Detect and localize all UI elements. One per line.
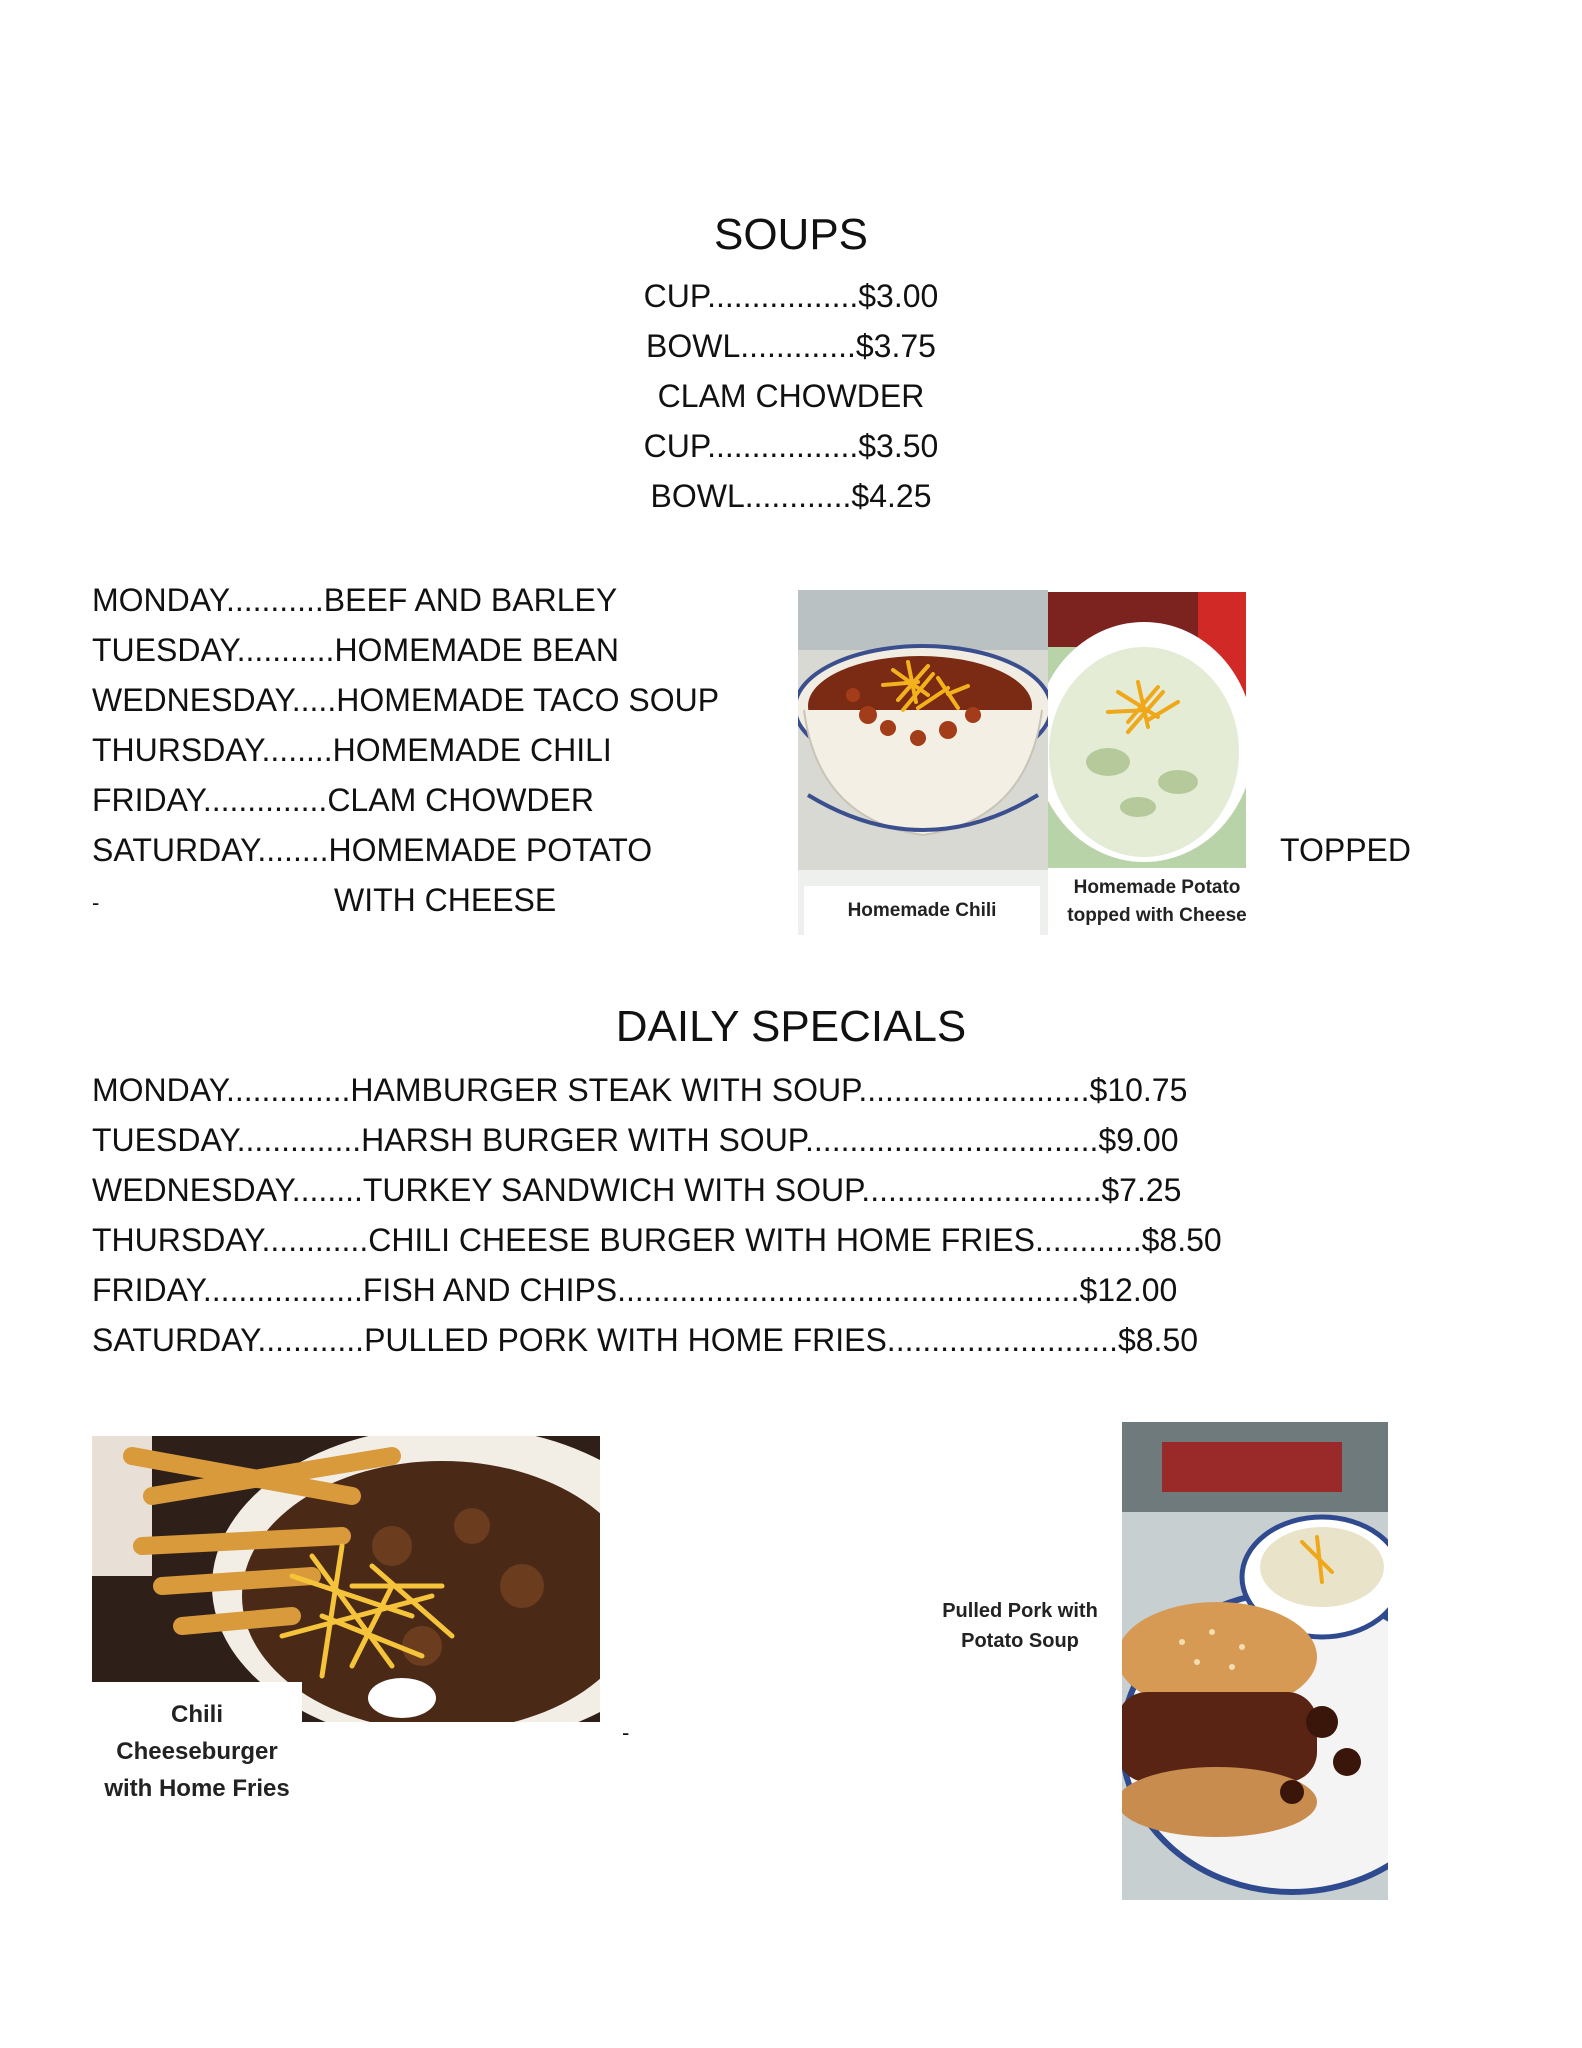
saturday-continuation: WITH CHEESE <box>334 882 557 918</box>
pulled-pork-photo <box>1122 1422 1388 1900</box>
soup-price-line: CUP.................$3.00 <box>643 278 939 314</box>
special-row: MONDAY..............HAMBURGER STEAK WITH SOUP..........................$10.75 <box>92 1072 1188 1108</box>
special-row: FRIDAY..................FISH AND CHIPS....................................................$12.00 <box>92 1272 1178 1308</box>
pulled-pork-illustration <box>1122 1422 1388 1900</box>
soup-day-row: SATURDAY........HOMEMADE POTATO <box>92 832 653 868</box>
chili-cheeseburger-illustration <box>92 1436 600 1722</box>
specials-title: DAILY SPECIALS <box>615 1002 967 1051</box>
special-row: THURSDAY............CHILI CHEESE BURGER WITH HOME FRIES............$8.50 <box>92 1222 1222 1258</box>
dash-marker: - <box>622 1720 630 1745</box>
special-row: SATURDAY............PULLED PORK WITH HOME FRIES..........................$8.50 <box>92 1322 1199 1358</box>
dash-marker: - <box>92 890 100 915</box>
soup-day-row: MONDAY...........BEEF AND BARLEY <box>92 582 618 618</box>
potato-photo <box>1048 592 1246 868</box>
soup-price-line: CLAM CHOWDER <box>657 378 925 414</box>
potato-caption: Homemade Potato topped with Cheese <box>1058 874 1256 930</box>
soup-price-line: BOWL............$4.25 <box>650 478 932 514</box>
soup-price-line: CUP.................$3.50 <box>643 428 939 464</box>
special-row: TUESDAY..............HARSH BURGER WITH SOUP.................................$9.00 <box>92 1122 1179 1158</box>
soup-day-row: FRIDAY..............CLAM CHOWDER <box>92 782 594 818</box>
chili-cheeseburger-caption: Chili Cheeseburger with Home Fries <box>92 1682 302 1826</box>
saturday-topped: TOPPED <box>1280 832 1411 868</box>
soup-day-row: TUESDAY...........HOMEMADE BEAN <box>92 632 619 668</box>
chili-cheeseburger-photo <box>92 1436 600 1722</box>
chili-photo <box>798 590 1048 935</box>
chili-caption: Homemade Chili <box>804 886 1040 935</box>
pulled-pork-caption: Pulled Pork with Potato Soup <box>942 1600 1098 1652</box>
potato-illustration <box>1048 592 1246 868</box>
soup-day-row: THURSDAY........HOMEMADE CHILI <box>92 732 612 768</box>
soup-price-line: BOWL.............$3.75 <box>646 328 936 364</box>
chili-illustration <box>798 590 1048 935</box>
soups-title: SOUPS <box>713 210 869 259</box>
special-row: WEDNESDAY........TURKEY SANDWICH WITH SOUP...........................$7.25 <box>92 1172 1182 1208</box>
soup-day-row: WEDNESDAY.....HOMEMADE TACO SOUP <box>92 682 720 718</box>
